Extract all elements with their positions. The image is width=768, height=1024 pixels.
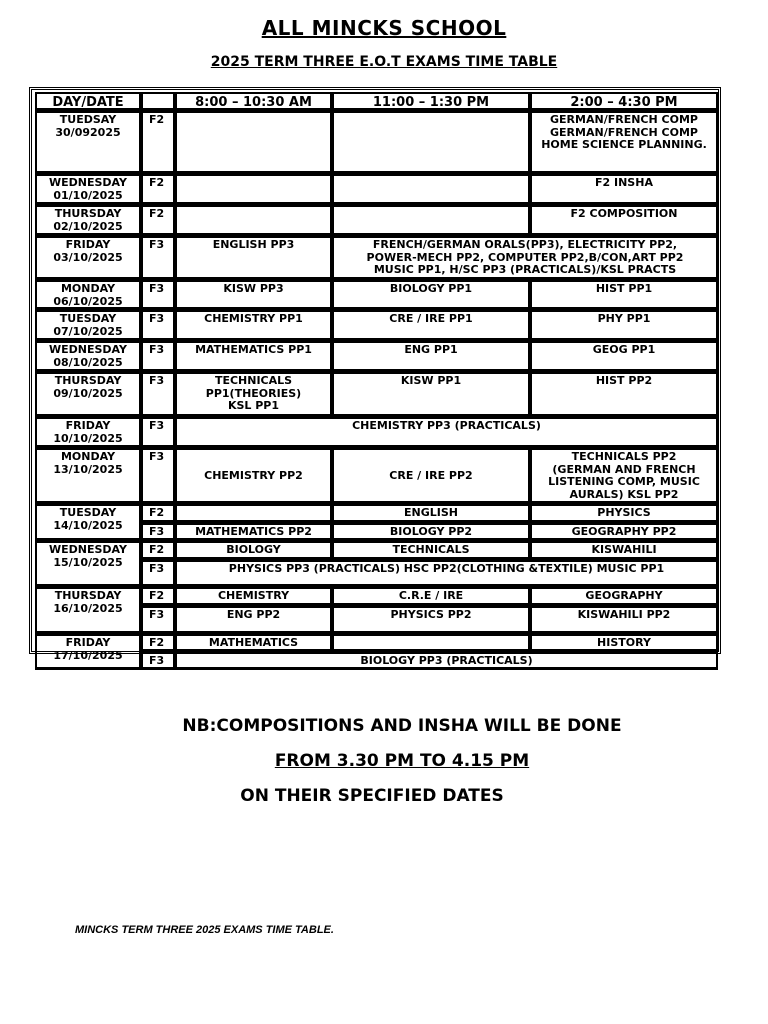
exam-cell-slot-2: [332, 174, 530, 205]
header-form: [141, 92, 175, 111]
exam-cell-span-all: PHYSICS PP3 (PRACTICALS) HSC PP2(CLOTHING &TEXTILE) MUSIC PP1: [175, 560, 718, 587]
exam-cell-slot-3: GEOGRAPHY PP2: [530, 523, 718, 541]
day-date-cell: WEDNESDAY 01/10/2025: [35, 174, 141, 205]
exam-cell-span-2-3: FRENCH/GERMAN ORALS(PP3), ELECTRICITY PP2, POWER-MECH PP2, COMPUTER PP2,B/CON,ART PP2 MUSIC PP1, H/SC PP3 (PRACTICALS)/KSL PRACTS: [332, 236, 718, 280]
exam-cell-slot-2: CRE / IRE PP2: [332, 448, 530, 504]
exam-cell-slot-1: CHEMISTRY PP2: [175, 448, 332, 504]
header-slot-1: 8:00 – 10:30 AM: [175, 92, 332, 111]
exam-cell-slot-3: F2 COMPOSITION: [530, 205, 718, 236]
note-line-1: NB:COMPOSITIONS AND INSHA WILL BE DONE: [182, 716, 622, 736]
exam-cell-slot-2: [332, 634, 530, 652]
exam-cell-slot-1: BIOLOGY: [175, 541, 332, 560]
header-slot-2: 11:00 – 1:30 PM: [332, 92, 530, 111]
form-cell: F3: [141, 523, 175, 541]
form-cell: F2: [141, 205, 175, 236]
day-date-cell: WEDNESDAY 15/10/2025: [35, 541, 141, 587]
form-cell: F3: [141, 560, 175, 587]
exam-cell-slot-1: [175, 205, 332, 236]
exam-cell-slot-3: HIST PP1: [530, 280, 718, 310]
exam-cell-slot-1: MATHEMATICS: [175, 634, 332, 652]
exam-cell-slot-3: GEOGRAPHY: [530, 587, 718, 606]
day-date-cell: TUESDAY 14/10/2025: [35, 504, 141, 541]
exam-cell-slot-2: TECHNICALS: [332, 541, 530, 560]
exam-cell-slot-2: ENGLISH: [332, 504, 530, 523]
form-cell: F2: [141, 504, 175, 523]
form-cell: F3: [141, 417, 175, 448]
form-cell: F2: [141, 587, 175, 606]
day-date-cell: THURSDAY 09/10/2025: [35, 372, 141, 417]
exam-cell-span-all: BIOLOGY PP3 (PRACTICALS): [175, 652, 718, 670]
exam-cell-slot-1: MATHEMATICS PP2: [175, 523, 332, 541]
day-date-cell: FRIDAY 03/10/2025: [35, 236, 141, 280]
exam-cell-slot-1: [175, 111, 332, 174]
day-date-cell: FRIDAY 17/10/2025: [35, 634, 141, 670]
note-line-3: ON THEIR SPECIFIED DATES: [240, 786, 504, 806]
day-date-cell: TUEDSAY 30/092025: [35, 111, 141, 174]
day-date-cell: WEDNESDAY 08/10/2025: [35, 341, 141, 372]
form-cell: F3: [141, 236, 175, 280]
exam-cell-slot-2: [332, 111, 530, 174]
day-date-cell: THURSDAY 16/10/2025: [35, 587, 141, 634]
form-cell: F3: [141, 448, 175, 504]
school-title: ALL MINCKS SCHOOL: [261, 16, 507, 40]
exam-cell-slot-2: CRE / IRE PP1: [332, 310, 530, 341]
exam-cell-span-all: CHEMISTRY PP3 (PRACTICALS): [175, 417, 718, 448]
exam-cell-slot-3: KISWAHILI PP2: [530, 606, 718, 634]
exam-cell-slot-1: [175, 174, 332, 205]
day-date-cell: MONDAY 06/10/2025: [35, 280, 141, 310]
exam-cell-slot-3: KISWAHILI: [530, 541, 718, 560]
exam-cell-slot-1: CHEMISTRY PP1: [175, 310, 332, 341]
exam-cell-slot-1: KISW PP3: [175, 280, 332, 310]
form-cell: F2: [141, 634, 175, 652]
form-cell: F3: [141, 372, 175, 417]
day-date-cell: FRIDAY 10/10/2025: [35, 417, 141, 448]
exam-cell-slot-1: CHEMISTRY: [175, 587, 332, 606]
exam-cell-slot-3: PHY PP1: [530, 310, 718, 341]
exam-cell-slot-2: C.R.E / IRE: [332, 587, 530, 606]
exam-cell-slot-3: HISTORY: [530, 634, 718, 652]
exam-cell-slot-3: F2 INSHA: [530, 174, 718, 205]
exam-cell-slot-1: MATHEMATICS PP1: [175, 341, 332, 372]
exam-cell-slot-3: HIST PP2: [530, 372, 718, 417]
exam-cell-slot-1: ENGLISH PP3: [175, 236, 332, 280]
footer-text: MINCKS TERM THREE 2025 EXAMS TIME TABLE.: [75, 924, 334, 936]
exam-cell-slot-2: [332, 205, 530, 236]
exam-cell-slot-2: PHYSICS PP2: [332, 606, 530, 634]
form-cell: F3: [141, 310, 175, 341]
exam-cell-slot-2: KISW PP1: [332, 372, 530, 417]
form-cell: F3: [141, 280, 175, 310]
form-cell: F3: [141, 652, 175, 670]
exam-cell-slot-1: [175, 504, 332, 523]
exam-cell-slot-1: TECHNICALS PP1(THEORIES) KSL PP1: [175, 372, 332, 417]
form-cell: F3: [141, 606, 175, 634]
exam-cell-slot-2: ENG PP1: [332, 341, 530, 372]
exam-cell-slot-3: TECHNICALS PP2 (GERMAN AND FRENCH LISTENING COMP, MUSIC AURALS) KSL PP2: [530, 448, 718, 504]
form-cell: F3: [141, 341, 175, 372]
header-day-date: DAY/DATE: [35, 92, 141, 111]
day-date-cell: TUESDAY 07/10/2025: [35, 310, 141, 341]
exam-cell-slot-1: ENG PP2: [175, 606, 332, 634]
exam-cell-slot-2: BIOLOGY PP2: [332, 523, 530, 541]
form-cell: F2: [141, 174, 175, 205]
exam-cell-slot-3: GEOG PP1: [530, 341, 718, 372]
note-line-2: FROM 3.30 PM TO 4.15 PM: [274, 751, 530, 771]
exam-timetable: [29, 87, 721, 667]
exam-cell-slot-3: GERMAN/FRENCH COMP GERMAN/FRENCH COMP HOME SCIENCE PLANNING.: [530, 111, 718, 174]
exam-cell-slot-3: PHYSICS: [530, 504, 718, 523]
timetable-subtitle: 2025 TERM THREE E.O.T EXAMS TIME TABLE: [210, 54, 558, 70]
day-date-cell: THURSDAY 02/10/2025: [35, 205, 141, 236]
exam-cell-slot-2: BIOLOGY PP1: [332, 280, 530, 310]
day-date-cell: MONDAY 13/10/2025: [35, 448, 141, 504]
form-cell: F2: [141, 541, 175, 560]
header-slot-3: 2:00 – 4:30 PM: [530, 92, 718, 111]
form-cell: F2: [141, 111, 175, 174]
